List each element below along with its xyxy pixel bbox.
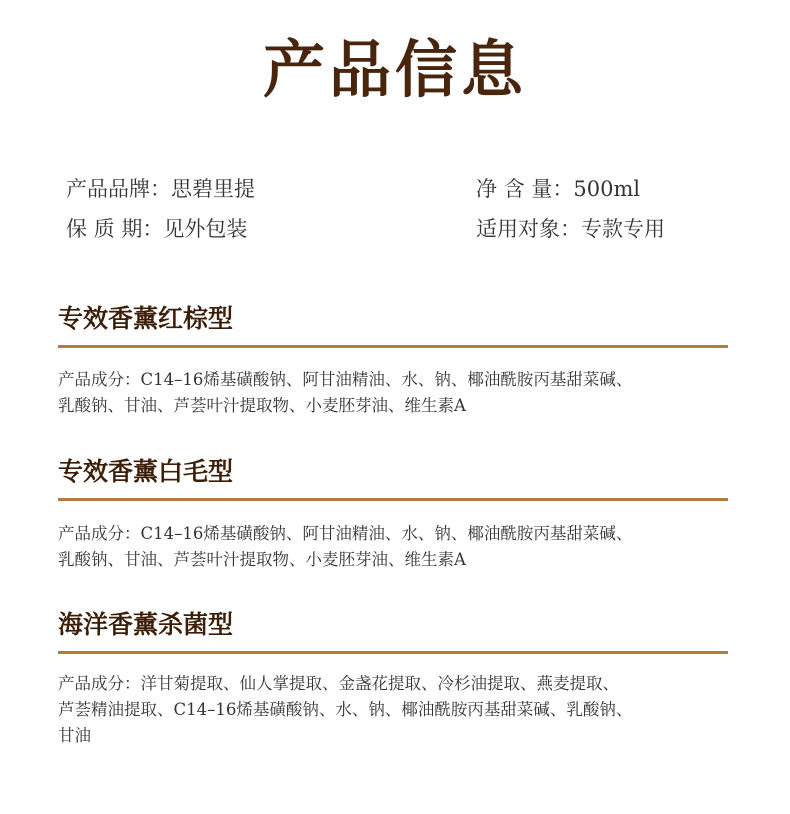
shelf-label: 保 质 期： bbox=[66, 217, 164, 241]
section-title: 专效香薰红棕型 bbox=[58, 304, 234, 333]
section-ingredients bbox=[58, 671, 738, 749]
page-title: 产品信息 bbox=[262, 33, 527, 106]
section-title: 海洋香薰杀菌型 bbox=[58, 610, 234, 639]
target-label: 适用对象： bbox=[476, 217, 581, 241]
section-ingredients bbox=[58, 521, 738, 573]
brand-value: 思碧里提 bbox=[171, 177, 255, 201]
volume-label: 净 含 量： bbox=[476, 177, 574, 201]
info-brand bbox=[66, 174, 255, 204]
section-divider bbox=[58, 651, 728, 654]
target-value: 专款专用 bbox=[581, 217, 665, 241]
info-shelf-life bbox=[66, 214, 247, 244]
shelf-value: 见外包装 bbox=[163, 217, 248, 241]
ingredient-line: 产品成分：洋甘菊提取、仙人掌提取、金盏花提取、冷杉油提取、燕麦提取、 bbox=[58, 674, 619, 693]
volume-value: 500ml bbox=[573, 177, 641, 201]
section-ingredients bbox=[58, 367, 738, 419]
section-divider bbox=[58, 498, 728, 501]
brand-label: 产品品牌： bbox=[66, 177, 171, 201]
section-title: 专效香薰白毛型 bbox=[58, 457, 234, 486]
ingredient-line: 产品成分：C14–16烯基磺酸钠、阿甘油精油、水、钠、椰油酰胺丙基甜菜碱、 bbox=[58, 370, 633, 389]
ingredient-line: 芦荟精油提取、C14–16烯基磺酸钠、水、钠、椰油酰胺丙基甜菜碱、乳酸钠、 bbox=[58, 700, 633, 719]
ingredient-line: 产品成分：C14–16烯基磺酸钠、阿甘油精油、水、钠、椰油酰胺丙基甜菜碱、 bbox=[58, 524, 633, 543]
info-volume bbox=[476, 174, 640, 204]
ingredient-line: 乳酸钠、甘油、芦荟叶汁提取物、小麦胚芽油、维生素A bbox=[58, 396, 466, 415]
info-target bbox=[476, 214, 665, 244]
ingredient-line: 甘油 bbox=[58, 726, 91, 745]
ingredient-line: 乳酸钠、甘油、芦荟叶汁提取物、小麦胚芽油、维生素A bbox=[58, 550, 466, 569]
section-divider bbox=[58, 345, 728, 348]
